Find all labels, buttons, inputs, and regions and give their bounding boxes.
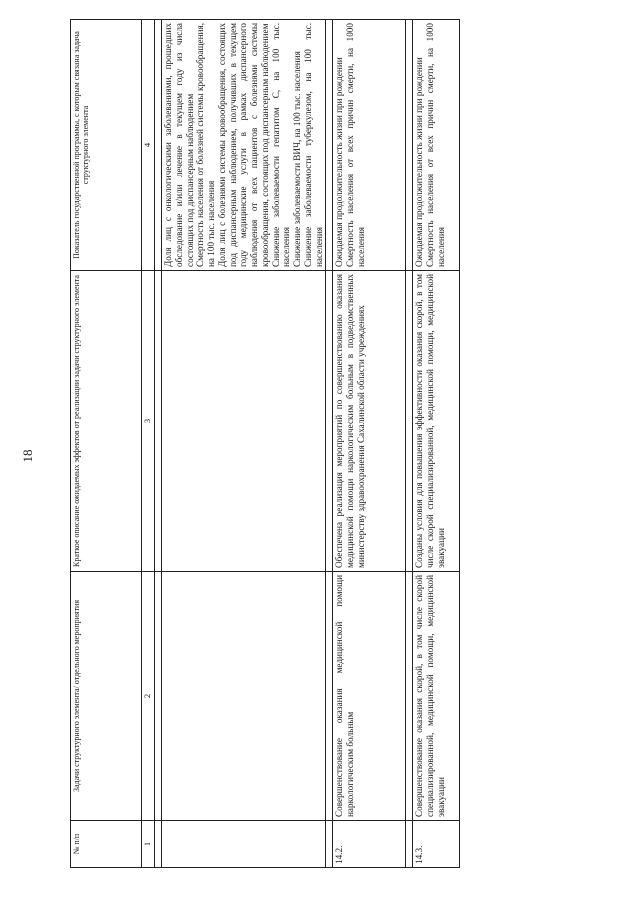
indicator-text: Ожидаемая продолжительность жизни при рождении [414,57,425,267]
table-row [413,20,460,868]
separator-row [155,20,162,868]
header-indicator: Показатель государственной программы, с которым связана задача структурного элемента [71,20,142,271]
table-row [162,20,326,868]
header-effect: Краткое описание ожидаемых эффектов от реализации задачи структурного элемента [71,271,142,572]
indicator-text: Смертность населения от всех причин смерти, на 1000 населения [425,23,447,267]
indicator-text: Снижение заболеваемости гепатитом С, на 100 тыс. населения [270,23,292,267]
separator-row [326,20,333,868]
row-number [162,821,326,868]
table-header-row [71,20,142,868]
row-indicators [333,20,406,271]
column-number-row [142,20,155,868]
column-number: 1 [142,821,155,868]
column-number: 4 [142,20,155,271]
rotated-table-container [70,20,495,868]
program-table [70,19,460,868]
row-indicators [162,20,326,271]
header-task: Задачи структурного элемента/ отдельного мероприятия [71,572,142,821]
row-indicators [413,20,460,271]
row-task: Совершенствование оказания медицинской помощи наркологическим больным [333,572,406,821]
indicator-text: Снижение заболеваемости туберкулезом, на 100 тыс. населения [302,23,324,267]
row-task [162,572,326,821]
indicator-text: Доля лиц с онкологическими заболеваниями, прошедших обследование и/или лечение в текущем году из числа состоящих под диспансерным наблюдением [163,23,195,267]
table-row [333,20,406,868]
page-number: 18 [20,449,35,463]
row-effect: Созданы условия для повышения эффективности оказания скорой, в том числе скорой специализированной, медицинской помощи, медицинской эвакуации [413,271,460,572]
header-no: № п/п [71,821,142,868]
column-number: 2 [142,572,155,821]
column-number: 3 [142,271,155,572]
indicator-text: Ожидаемая продолжительность жизни при рождении [334,57,345,267]
row-effect [162,271,326,572]
row-effect: Обеспечена реализация мероприятий по совершенствованию оказания медицинской помощи наркологическим больным в подведомственных министерству здравоохранения Сахалинской области учреждениях [333,271,406,572]
separator-row [406,20,413,868]
indicator-text: Смертность населения от болезней системы кровообращения, на 100 тыс. населения [195,23,217,267]
row-number: 14.2. [333,821,406,868]
indicator-text: Смертность населения от всех причин смерти, на 1000 населения [345,23,367,267]
indicator-text: Снижение заболеваемости ВИЧ, на 100 тыс. населения [292,51,303,267]
indicator-text: Доля лиц с болезнями системы кровообращения, состоящих под диспансерным наблюдением, получивших в текущем году медицинские услуги в рамках диспансерного наблюдения от всех пациентов с болезнями системы кровообращения, состоящих под диспансерным наблюдением [216,23,270,267]
row-number: 14.3. [413,821,460,868]
row-task: Совершенствование оказания скорой, в том числе скорой специализированной, медицинской помощи, медицинской эвакуации [413,572,460,821]
